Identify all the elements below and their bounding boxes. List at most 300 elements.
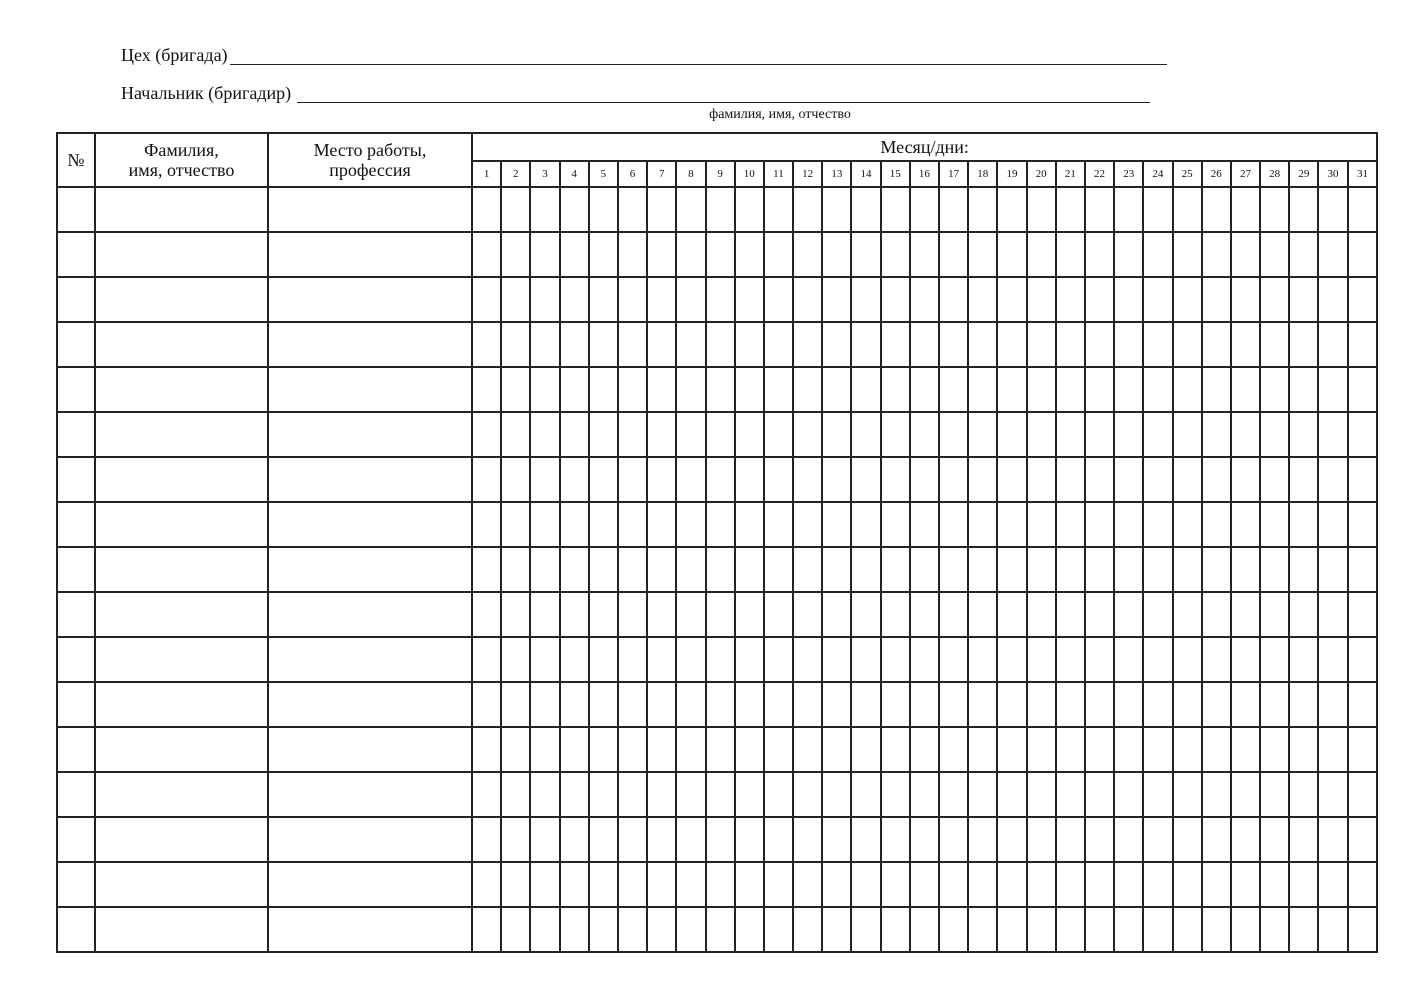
day-cell[interactable] [735,772,764,817]
day-cell[interactable] [735,907,764,952]
day-cell[interactable] [968,817,997,862]
day-cell[interactable] [1173,592,1202,637]
day-cell[interactable] [1202,592,1231,637]
day-cell[interactable] [560,187,589,232]
day-cell[interactable] [851,322,880,367]
day-cell[interactable] [1318,862,1347,907]
day-cell[interactable] [997,682,1026,727]
day-cell[interactable] [764,772,793,817]
day-cell[interactable] [647,232,676,277]
day-cell[interactable] [1260,862,1289,907]
day-cell[interactable] [589,232,618,277]
day-cell[interactable] [910,592,939,637]
day-cell[interactable] [560,907,589,952]
day-cell[interactable] [1260,277,1289,322]
job-cell[interactable] [268,547,472,592]
day-cell[interactable] [1231,682,1260,727]
day-cell[interactable] [939,547,968,592]
day-cell[interactable] [735,592,764,637]
day-cell[interactable] [560,277,589,322]
day-cell[interactable] [676,547,705,592]
day-cell[interactable] [851,592,880,637]
day-cell[interactable] [501,232,530,277]
day-cell[interactable] [997,862,1026,907]
day-cell[interactable] [881,862,910,907]
day-cell[interactable] [647,592,676,637]
day-cell[interactable] [939,232,968,277]
day-cell[interactable] [1056,862,1085,907]
day-cell[interactable] [910,547,939,592]
day-cell[interactable] [1143,907,1172,952]
number-cell[interactable] [57,277,95,322]
day-cell[interactable] [1231,592,1260,637]
name-cell[interactable] [95,592,268,637]
day-cell[interactable] [560,457,589,502]
day-cell[interactable] [1202,367,1231,412]
day-cell[interactable] [589,457,618,502]
day-cell[interactable] [764,907,793,952]
day-cell[interactable] [1114,412,1143,457]
day-cell[interactable] [1114,547,1143,592]
day-cell[interactable] [1202,187,1231,232]
day-cell[interactable] [1173,187,1202,232]
day-cell[interactable] [530,277,559,322]
day-cell[interactable] [560,232,589,277]
day-cell[interactable] [1348,817,1378,862]
name-cell[interactable] [95,232,268,277]
day-cell[interactable] [1056,187,1085,232]
day-cell[interactable] [647,457,676,502]
day-cell[interactable] [939,457,968,502]
day-cell[interactable] [1289,682,1318,727]
day-cell[interactable] [472,187,501,232]
day-cell[interactable] [1231,322,1260,367]
day-cell[interactable] [735,232,764,277]
day-cell[interactable] [647,682,676,727]
day-cell[interactable] [1114,232,1143,277]
day-cell[interactable] [764,817,793,862]
day-cell[interactable] [793,187,822,232]
day-cell[interactable] [1056,682,1085,727]
day-cell[interactable] [530,592,559,637]
day-cell[interactable] [997,232,1026,277]
day-cell[interactable] [676,232,705,277]
day-cell[interactable] [589,727,618,772]
day-cell[interactable] [1114,727,1143,772]
day-cell[interactable] [676,412,705,457]
day-cell[interactable] [735,457,764,502]
day-cell[interactable] [822,817,851,862]
day-cell[interactable] [618,502,647,547]
day-cell[interactable] [647,817,676,862]
day-cell[interactable] [793,502,822,547]
day-cell[interactable] [997,547,1026,592]
name-cell[interactable] [95,412,268,457]
day-cell[interactable] [530,187,559,232]
day-cell[interactable] [735,547,764,592]
day-cell[interactable] [618,637,647,682]
day-cell[interactable] [822,637,851,682]
day-cell[interactable] [1231,457,1260,502]
day-cell[interactable] [560,772,589,817]
name-cell[interactable] [95,637,268,682]
day-cell[interactable] [1348,232,1378,277]
day-cell[interactable] [1085,412,1114,457]
day-cell[interactable] [1173,772,1202,817]
day-cell[interactable] [560,592,589,637]
day-cell[interactable] [501,277,530,322]
day-cell[interactable] [1056,457,1085,502]
day-cell[interactable] [822,862,851,907]
day-cell[interactable] [968,727,997,772]
day-cell[interactable] [501,907,530,952]
day-cell[interactable] [1348,727,1378,772]
day-cell[interactable] [764,232,793,277]
day-cell[interactable] [735,502,764,547]
day-cell[interactable] [1085,232,1114,277]
job-cell[interactable] [268,682,472,727]
name-cell[interactable] [95,187,268,232]
number-cell[interactable] [57,817,95,862]
day-cell[interactable] [968,772,997,817]
day-cell[interactable] [530,682,559,727]
day-cell[interactable] [676,682,705,727]
day-cell[interactable] [1173,547,1202,592]
job-cell[interactable] [268,907,472,952]
day-cell[interactable] [1027,637,1056,682]
day-cell[interactable] [1085,727,1114,772]
day-cell[interactable] [1348,682,1378,727]
day-cell[interactable] [997,187,1026,232]
day-cell[interactable] [822,907,851,952]
day-cell[interactable] [1318,367,1347,412]
day-cell[interactable] [706,547,735,592]
day-cell[interactable] [1318,592,1347,637]
day-cell[interactable] [472,412,501,457]
day-cell[interactable] [1289,907,1318,952]
day-cell[interactable] [1085,682,1114,727]
day-cell[interactable] [706,322,735,367]
day-cell[interactable] [618,862,647,907]
day-cell[interactable] [793,367,822,412]
day-cell[interactable] [1114,502,1143,547]
day-cell[interactable] [1056,232,1085,277]
day-cell[interactable] [1231,367,1260,412]
day-cell[interactable] [647,907,676,952]
day-cell[interactable] [793,322,822,367]
day-cell[interactable] [1202,232,1231,277]
day-cell[interactable] [560,817,589,862]
day-cell[interactable] [1260,502,1289,547]
day-cell[interactable] [589,682,618,727]
day-cell[interactable] [706,637,735,682]
day-cell[interactable] [1143,322,1172,367]
day-cell[interactable] [501,367,530,412]
day-cell[interactable] [881,907,910,952]
day-cell[interactable] [1085,277,1114,322]
day-cell[interactable] [764,187,793,232]
day-cell[interactable] [939,277,968,322]
day-cell[interactable] [1085,187,1114,232]
day-cell[interactable] [1173,322,1202,367]
day-cell[interactable] [939,637,968,682]
day-cell[interactable] [501,817,530,862]
day-cell[interactable] [676,772,705,817]
day-cell[interactable] [793,817,822,862]
day-cell[interactable] [793,412,822,457]
day-cell[interactable] [647,772,676,817]
number-cell[interactable] [57,367,95,412]
day-cell[interactable] [764,547,793,592]
day-cell[interactable] [472,547,501,592]
number-cell[interactable] [57,637,95,682]
day-cell[interactable] [793,277,822,322]
day-cell[interactable] [1027,187,1056,232]
day-cell[interactable] [501,502,530,547]
day-cell[interactable] [822,367,851,412]
job-cell[interactable] [268,502,472,547]
day-cell[interactable] [822,457,851,502]
day-cell[interactable] [1318,682,1347,727]
day-cell[interactable] [1202,277,1231,322]
day-cell[interactable] [1231,772,1260,817]
day-cell[interactable] [706,187,735,232]
day-cell[interactable] [1143,277,1172,322]
day-cell[interactable] [1348,277,1378,322]
day-cell[interactable] [589,502,618,547]
day-cell[interactable] [793,727,822,772]
day-cell[interactable] [1202,412,1231,457]
day-cell[interactable] [472,457,501,502]
day-cell[interactable] [881,592,910,637]
day-cell[interactable] [1114,322,1143,367]
day-cell[interactable] [997,637,1026,682]
day-cell[interactable] [1260,682,1289,727]
day-cell[interactable] [1289,232,1318,277]
day-cell[interactable] [530,817,559,862]
day-cell[interactable] [1231,727,1260,772]
job-cell[interactable] [268,187,472,232]
day-cell[interactable] [676,502,705,547]
day-cell[interactable] [560,862,589,907]
day-cell[interactable] [1173,907,1202,952]
day-cell[interactable] [1114,187,1143,232]
day-cell[interactable] [647,277,676,322]
day-cell[interactable] [472,367,501,412]
day-cell[interactable] [1318,502,1347,547]
day-cell[interactable] [910,862,939,907]
day-cell[interactable] [910,322,939,367]
day-cell[interactable] [1027,727,1056,772]
number-cell[interactable] [57,862,95,907]
day-cell[interactable] [764,592,793,637]
job-cell[interactable] [268,772,472,817]
day-cell[interactable] [939,502,968,547]
number-cell[interactable] [57,682,95,727]
day-cell[interactable] [1231,232,1260,277]
day-cell[interactable] [1173,862,1202,907]
day-cell[interactable] [530,232,559,277]
day-cell[interactable] [735,187,764,232]
day-cell[interactable] [1318,547,1347,592]
day-cell[interactable] [676,907,705,952]
day-cell[interactable] [881,817,910,862]
day-cell[interactable] [968,277,997,322]
day-cell[interactable] [1318,322,1347,367]
day-cell[interactable] [589,277,618,322]
day-cell[interactable] [997,322,1026,367]
day-cell[interactable] [589,637,618,682]
day-cell[interactable] [1231,862,1260,907]
day-cell[interactable] [1348,547,1378,592]
day-cell[interactable] [1289,322,1318,367]
day-cell[interactable] [735,367,764,412]
day-cell[interactable] [706,232,735,277]
day-cell[interactable] [1085,907,1114,952]
day-cell[interactable] [1173,412,1202,457]
day-cell[interactable] [997,772,1026,817]
day-cell[interactable] [706,682,735,727]
day-cell[interactable] [910,457,939,502]
day-cell[interactable] [793,862,822,907]
day-cell[interactable] [1260,367,1289,412]
day-cell[interactable] [735,322,764,367]
day-cell[interactable] [1289,502,1318,547]
name-cell[interactable] [95,772,268,817]
day-cell[interactable] [735,682,764,727]
day-cell[interactable] [851,772,880,817]
number-cell[interactable] [57,502,95,547]
day-cell[interactable] [676,187,705,232]
day-cell[interactable] [968,457,997,502]
day-cell[interactable] [560,637,589,682]
day-cell[interactable] [1318,772,1347,817]
day-cell[interactable] [1260,727,1289,772]
day-cell[interactable] [472,592,501,637]
day-cell[interactable] [1143,187,1172,232]
day-cell[interactable] [881,727,910,772]
day-cell[interactable] [618,817,647,862]
day-cell[interactable] [1027,232,1056,277]
day-cell[interactable] [1202,727,1231,772]
day-cell[interactable] [1056,637,1085,682]
day-cell[interactable] [910,637,939,682]
day-cell[interactable] [764,322,793,367]
day-cell[interactable] [1173,502,1202,547]
day-cell[interactable] [618,367,647,412]
day-cell[interactable] [472,817,501,862]
day-cell[interactable] [706,862,735,907]
day-cell[interactable] [1289,817,1318,862]
day-cell[interactable] [647,727,676,772]
day-cell[interactable] [764,637,793,682]
day-cell[interactable] [822,232,851,277]
day-cell[interactable] [472,862,501,907]
day-cell[interactable] [851,682,880,727]
day-cell[interactable] [851,277,880,322]
day-cell[interactable] [881,637,910,682]
day-cell[interactable] [968,682,997,727]
day-cell[interactable] [1260,457,1289,502]
day-cell[interactable] [1202,457,1231,502]
day-cell[interactable] [764,682,793,727]
day-cell[interactable] [1260,817,1289,862]
day-cell[interactable] [881,772,910,817]
day-cell[interactable] [968,502,997,547]
day-cell[interactable] [501,727,530,772]
day-cell[interactable] [1348,637,1378,682]
day-cell[interactable] [1231,547,1260,592]
day-cell[interactable] [1114,637,1143,682]
day-cell[interactable] [939,187,968,232]
day-cell[interactable] [764,412,793,457]
day-cell[interactable] [1348,592,1378,637]
day-cell[interactable] [822,277,851,322]
shop-input-line[interactable] [230,46,1167,65]
day-cell[interactable] [1173,637,1202,682]
name-cell[interactable] [95,862,268,907]
day-cell[interactable] [910,907,939,952]
name-cell[interactable] [95,907,268,952]
day-cell[interactable] [968,187,997,232]
day-cell[interactable] [1260,907,1289,952]
day-cell[interactable] [1143,367,1172,412]
day-cell[interactable] [1143,772,1172,817]
day-cell[interactable] [939,412,968,457]
day-cell[interactable] [1056,772,1085,817]
day-cell[interactable] [706,817,735,862]
day-cell[interactable] [530,727,559,772]
day-cell[interactable] [1114,772,1143,817]
day-cell[interactable] [589,547,618,592]
day-cell[interactable] [881,682,910,727]
day-cell[interactable] [881,547,910,592]
day-cell[interactable] [910,502,939,547]
day-cell[interactable] [793,682,822,727]
day-cell[interactable] [1143,502,1172,547]
day-cell[interactable] [1085,592,1114,637]
day-cell[interactable] [1027,682,1056,727]
day-cell[interactable] [618,682,647,727]
day-cell[interactable] [910,232,939,277]
day-cell[interactable] [968,412,997,457]
day-cell[interactable] [647,187,676,232]
name-cell[interactable] [95,817,268,862]
day-cell[interactable] [1173,457,1202,502]
chief-input-line[interactable] [297,84,1150,103]
day-cell[interactable] [764,277,793,322]
day-cell[interactable] [1056,412,1085,457]
day-cell[interactable] [968,232,997,277]
day-cell[interactable] [1085,457,1114,502]
day-cell[interactable] [647,547,676,592]
day-cell[interactable] [939,817,968,862]
day-cell[interactable] [647,502,676,547]
day-cell[interactable] [939,907,968,952]
day-cell[interactable] [1085,637,1114,682]
day-cell[interactable] [676,637,705,682]
day-cell[interactable] [881,232,910,277]
day-cell[interactable] [1348,412,1378,457]
day-cell[interactable] [1056,907,1085,952]
day-cell[interactable] [1114,907,1143,952]
name-cell[interactable] [95,727,268,772]
day-cell[interactable] [1231,637,1260,682]
day-cell[interactable] [1348,322,1378,367]
day-cell[interactable] [560,322,589,367]
day-cell[interactable] [1027,772,1056,817]
day-cell[interactable] [560,682,589,727]
